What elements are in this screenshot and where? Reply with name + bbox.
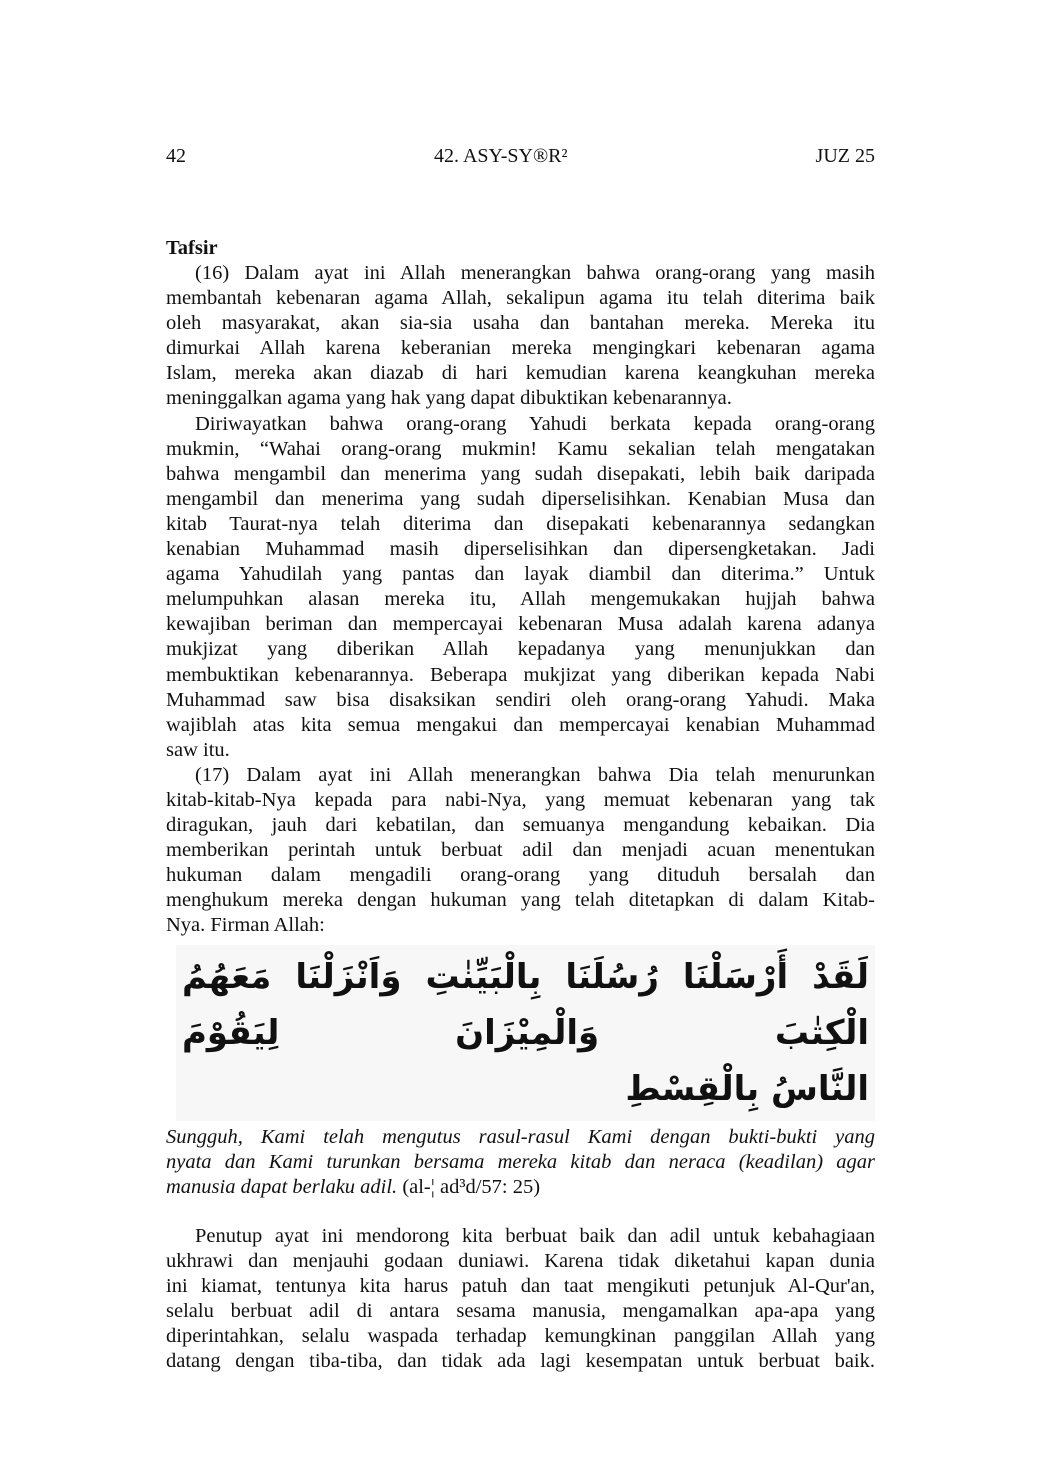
text-line: oleh masyarakat, akan sia-sia usaha dan bantahan mereka. Mereka itu: [166, 312, 875, 335]
text-line: mukjizat yang diberikan Allah kepadanya yang menunjukkan dan: [166, 638, 875, 661]
arabic-verse: [176, 945, 875, 1121]
verse-translation: [166, 1125, 875, 1200]
text-line: Penutup ayat ini mendorong kita berbuat baik dan adil untuk kebahagiaan: [195, 1224, 875, 1247]
paragraph-riwayat: [166, 412, 875, 763]
arabic-line: لَقَدْ أَرْسَلْنَا رُسُلَنَا بِالْبَيِّنٰتِ وَاَنْزَلْنَا مَعَهُمُ الْكِتٰبَ وَالْمِيْزَانَ لِيَقُوْمَ: [182, 956, 869, 1053]
text-line: ini kiamat, tentunya kita harus patuh dan taat mengikuti petunjuk Al-Qur'an,: [166, 1275, 875, 1297]
text-line: bahwa mengambil dan menerima yang sudah disepakati, lebih baik daripada: [166, 462, 875, 485]
text-line: agama Yahudilah yang pantas dan layak diambil dan diterima.” Untuk: [166, 563, 875, 586]
text-line: kitab-kitab-Nya kepada para nabi-Nya, yang memuat kebenaran yang tak: [166, 788, 875, 811]
text-line: Muhammad saw bisa disaksikan sendiri oleh orang-orang Yahudi. Maka: [166, 688, 875, 711]
text-line: Diriwayatkan bahwa orang-orang Yahudi berkata kepada orang-orang: [195, 412, 875, 435]
arabic-line: النَّاسُ بِالْقِسْطِ: [625, 1068, 869, 1109]
text-line: Nya. Firman Allah:: [166, 914, 325, 937]
text-line: mengambil dan menerima yang sudah diperselisihkan. Kenabian Musa dan: [166, 487, 875, 510]
paragraph-closing: [166, 1224, 875, 1375]
text-line: membuktikan kebenarannya. Beberapa mukjizat yang diberikan kepada Nabi: [166, 663, 875, 686]
text-line: membantah kebenaran agama Allah, sekalipun agama itu telah diterima baik: [166, 287, 875, 310]
text-line: datang dengan tiba-tiba, dan tidak ada lagi kesempatan untuk berbuat baik.: [166, 1350, 875, 1373]
text-line: (16) Dalam ayat ini Allah menerangkan bahwa orang-orang yang masih: [195, 262, 875, 284]
text-line: menghukum mereka dengan hukuman yang telah ditetapkan di dalam Kitab-: [166, 889, 875, 912]
text-line: saw itu.: [166, 738, 230, 761]
text-line: dimurkai Allah karena keberanian mereka mengingkari kebenaran agama: [166, 337, 875, 360]
text-line: meninggalkan agama yang hak yang dapat dibuktikan kebenarannya.: [166, 387, 732, 410]
text-line: kitab Taurat-nya telah diterima dan disepakati kebenarannya sedangkan: [166, 512, 875, 535]
translation-line: Sungguh, Kami telah mengutus rasul-rasul Kami dengan bukti-bukti yang: [166, 1125, 875, 1148]
page-number: 42: [166, 145, 186, 167]
text-line: wajiblah atas kita semua mengakui dan mempercayai kenabian Muhammad: [166, 713, 875, 736]
text-line: hukuman dalam mengadili orang-orang yang dituduh bersalah dan: [166, 864, 875, 887]
juz-label: JUZ 25: [815, 145, 875, 167]
running-header: [166, 145, 875, 168]
translation-line: nyata dan Kami turunkan bersama mereka kitab dan neraca (keadilan) agar: [166, 1150, 875, 1173]
paragraph-17: [166, 763, 875, 939]
text-line: kenabian Muhammad masih diperselisihkan dan dipersengketakan. Jadi: [166, 538, 875, 561]
text-line: melumpuhkan alasan mereka itu, Allah mengemukakan hujjah bahwa: [166, 588, 875, 611]
text-line: mukmin, “Wahai orang-orang mukmin! Kamu sekalian telah mengatakan: [166, 437, 875, 460]
text-line: selalu berbuat adil di antara sesama manusia, mengamalkan apa-apa yang: [166, 1300, 875, 1323]
text-line: ukhrawi dan menjauhi godaan duniawi. Karena tidak diketahui kapan dunia: [166, 1249, 875, 1272]
text-line: (17) Dalam ayat ini Allah menerangkan bahwa Dia telah menurunkan: [195, 763, 875, 786]
section-heading: Tafsir: [166, 237, 218, 259]
surah-title: 42. ASY-SY®R²: [434, 145, 568, 167]
text-line: diragukan, jauh dari kebatilan, dan semuanya mengandung kebaikan. Dia: [166, 814, 875, 837]
text-line: Islam, mereka akan diazab di hari kemudian karena keangkuhan mereka: [166, 362, 875, 385]
paragraph-16: [166, 261, 875, 412]
text-line: diperintahkan, selalu waspada terhadap kemungkinan panggilan Allah yang: [166, 1325, 875, 1348]
text-line: memberikan perintah untuk berbuat adil dan menjadi acuan menentukan: [166, 839, 875, 862]
translation-line: manusia dapat berlaku adil.: [166, 1175, 398, 1198]
text-line: kewajiban beriman dan mempercayai kebenaran Musa adalah karena adanya: [166, 613, 875, 636]
page-body: [166, 235, 875, 1374]
verse-citation: (al-¦ ad³d/57: 25): [397, 1175, 541, 1198]
